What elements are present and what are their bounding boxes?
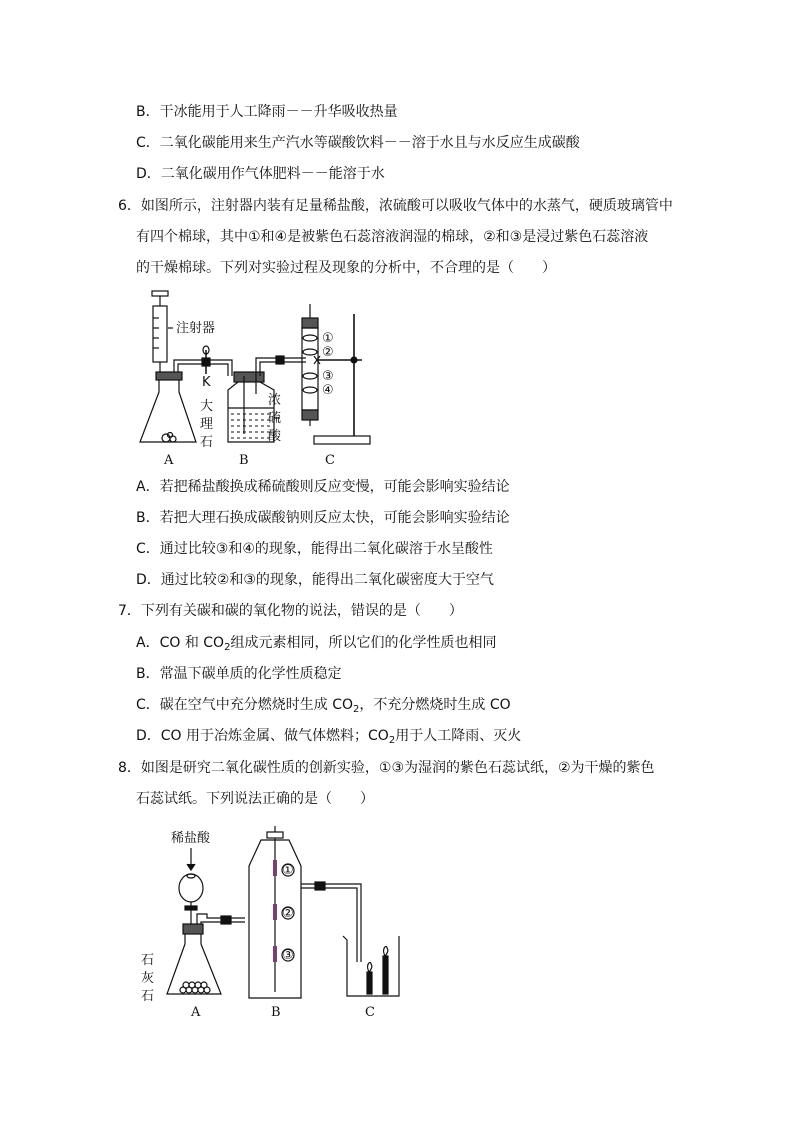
q6-ball-1: ① <box>322 331 334 346</box>
q7-a-post: 组成元素相同，所以它们的化学性质也相同 <box>230 635 497 651</box>
q8-stem-line1: 8．如图是研究二氧化碳性质的创新实验，①③为湿润的紫色石蕊试纸，②为干燥的紫色 <box>118 760 655 776</box>
q6-acid-char3: 酸 <box>268 429 282 444</box>
q6-syringe-label: 注射器 <box>176 321 216 336</box>
q6-ball-3: ③ <box>322 369 334 384</box>
q8-figure <box>135 822 415 1022</box>
q6-option-d: D．通过比较②和③的现象，能得出二氧化碳密度大于空气 <box>136 572 494 588</box>
q8-paper-3: ③ <box>282 948 294 963</box>
q8-limestone-char2: 灰 <box>141 971 155 986</box>
q7-d-pre: D．CO 用于冶炼金属、做气体燃料；CO <box>136 728 389 744</box>
q8-label-c: C <box>365 1005 375 1020</box>
q6-marble-char2: 理 <box>200 417 214 432</box>
q8-paper-2: ② <box>282 906 294 921</box>
q6-option-a: A．若把稀盐酸换成稀硫酸则反应变慢，可能会影响实验结论 <box>136 479 510 495</box>
q7-c-pre: C．碳在空气中充分燃烧时生成 CO <box>136 697 354 713</box>
q7-option-c <box>136 696 511 714</box>
q7-a-pre: A．CO 和 CO <box>136 635 225 651</box>
q7-option-b: B．常温下碳单质的化学性质稳定 <box>136 666 342 682</box>
q6-valve-label: K <box>202 375 211 390</box>
q8-label-a: A <box>191 1005 201 1020</box>
q6-acid-char2: 硫 <box>268 411 282 426</box>
q6-label-b: B <box>239 453 249 468</box>
q6-option-b: B．若把大理石换成碳酸钠则反应太快，可能会影响实验结论 <box>136 510 510 526</box>
q8-paper-1: ① <box>282 863 294 878</box>
q7-d-post: 用于人工降雨、灭火 <box>395 728 522 744</box>
q8-limestone-char3: 石 <box>141 989 155 1004</box>
q6-label-c: C <box>325 453 335 468</box>
q8-label-b: B <box>271 1005 281 1020</box>
q6-label-a: A <box>164 453 174 468</box>
q6-option-c: C．通过比较③和④的现象，能得出二氧化碳溶于水呈酸性 <box>136 541 493 557</box>
q8-stem-line2: 石蕊试纸。下列说法正确的是（ ） <box>136 791 374 807</box>
q7-stem: 7．下列有关碳和碳的氧化物的说法，错误的是（ ） <box>118 603 463 619</box>
q6-ball-2: ② <box>322 345 334 360</box>
q8-limestone-char1: 石 <box>141 953 155 968</box>
q6-marble-char3: 石 <box>200 435 214 450</box>
q5-option-c: C．二氧化碳能用来生产汽水等碳酸饮料－－溶于水且与水反应生成碳酸 <box>136 135 580 151</box>
q6-stem-line2: 有四个棉球，其中①和④是被紫色石蕊溶液润湿的棉球，②和③是浸过紫色石蕊溶液 <box>136 229 649 245</box>
q7-d-sub: 2 <box>388 735 396 746</box>
q6-marble-char1: 大 <box>200 399 214 414</box>
q7-c-sub: 2 <box>353 704 360 715</box>
q8-acid-label: 稀盐酸 <box>171 831 211 846</box>
q6-stem-line1: 6．如图所示，注射器内装有足量稀盐酸，浓硫酸可以吸收气体中的水蒸气，硬质玻璃管中 <box>118 198 673 214</box>
q7-option-a <box>136 634 496 652</box>
q5-option-d: D．二氧化碳用作气体肥料－－能溶于水 <box>136 166 385 182</box>
q7-a-sub: 2 <box>224 642 231 653</box>
q6-stem-line3: 的干燥棉球。下列对实验过程及现象的分析中，不合理的是（ ） <box>136 260 556 276</box>
q6-figure <box>130 284 390 474</box>
q6-acid-char1: 浓 <box>268 393 282 408</box>
q5-option-b: B．干冰能用于人工降雨－－升华吸收热量 <box>136 104 398 120</box>
q7-c-post: ，不充分燃烧时生成 CO <box>359 697 511 713</box>
q7-option-d <box>136 727 521 745</box>
q6-ball-4: ④ <box>322 383 334 398</box>
